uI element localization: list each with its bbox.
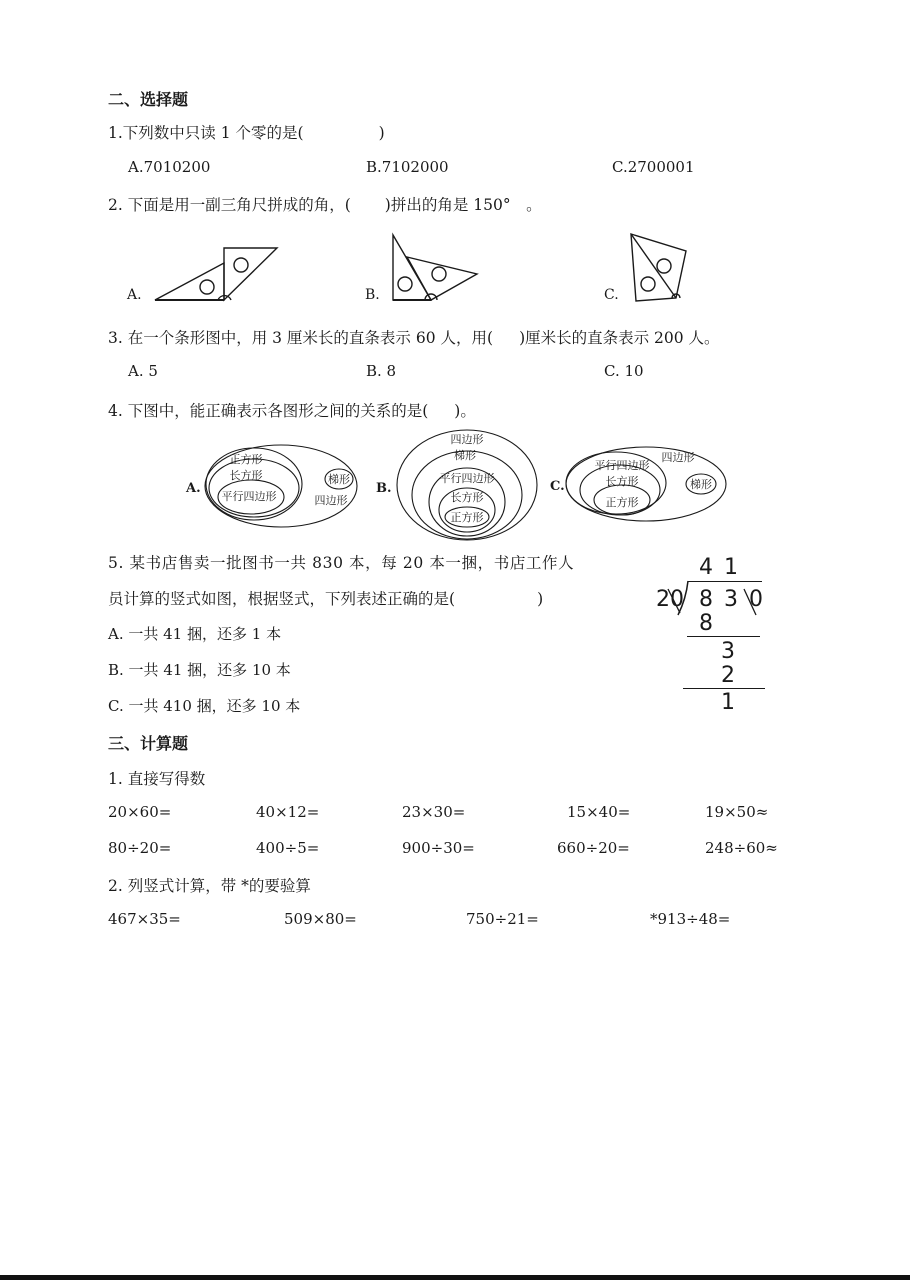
division-remainder: 1 <box>721 690 735 715</box>
calc-item: 20×60= <box>108 803 172 821</box>
calc-item: 19×50≈ <box>705 803 769 821</box>
calc-item: 467×35= <box>108 910 181 928</box>
calc-item: 660÷20= <box>557 839 630 857</box>
triangle-ruler-figures <box>0 0 910 320</box>
venn-diagrams <box>0 420 910 550</box>
calc-item: 248÷60≈ <box>705 839 778 857</box>
venn-b-label: B. <box>376 481 392 496</box>
venn-b-parallelogram: 平行四边形 <box>439 472 495 485</box>
venn-option-b <box>376 430 537 540</box>
venn-c-label: C. <box>550 479 565 494</box>
division-divisor: 20 <box>656 587 684 612</box>
calc-item: 900÷30= <box>402 839 475 857</box>
venn-b-square: 正方形 <box>450 511 484 524</box>
calc-item: 80÷20= <box>108 839 172 857</box>
division-quotient: 4 1 <box>699 555 740 580</box>
calc-part-1-title: 1. 直接写得数 <box>108 770 206 788</box>
q5-option-b: B. 一共 41 捆，还多 10 本 <box>108 661 291 679</box>
division-step3: 2 <box>721 663 735 688</box>
venn-c-parallelogram: 平行四边形 <box>594 459 650 472</box>
question-5-stem: 员计算的竖式如图，根据竖式，下列表述正确的是( <box>108 590 456 608</box>
calc-item: 400÷5= <box>256 839 320 857</box>
calc-item: 23×30= <box>402 803 466 821</box>
q2-option-b-label: B. <box>365 287 380 303</box>
q1-option-a: A.7010200 <box>128 158 211 176</box>
q2-option-a-label: A. <box>127 287 142 303</box>
question-3-tail: )厘米长的直条表示 200 人。 <box>519 329 720 347</box>
venn-c-trapezoid: 梯形 <box>690 478 712 491</box>
calc-item: *913÷48= <box>650 910 731 928</box>
calc-item: 40×12= <box>256 803 320 821</box>
venn-option-a <box>185 445 357 527</box>
triangle-figure-b <box>393 235 477 300</box>
q1-option-b: B.7102000 <box>366 158 449 176</box>
venn-option-c <box>550 447 726 521</box>
division-dividend: 8 3 0 <box>699 587 765 612</box>
q2-option-c-label: C. <box>604 287 619 303</box>
venn-c-square: 正方形 <box>605 496 639 509</box>
question-4-stem: 4. 下图中，能正确表示各图形之间的关系的是( <box>108 402 429 420</box>
venn-c-rectangle: 长方形 <box>605 475 639 488</box>
section-title-choice: 二、选择题 <box>108 90 189 109</box>
question-3-text <box>108 326 720 348</box>
venn-a-label: A. <box>186 481 201 496</box>
section-title-calculation: 三、计算题 <box>108 734 189 753</box>
q3-option-a: A. 5 <box>128 362 158 380</box>
calc-item: 15×40= <box>567 803 631 821</box>
venn-a-quadrilateral: 四边形 <box>314 494 348 507</box>
q1-option-c: C.2700001 <box>612 158 695 176</box>
question-1-stem: 1.下列数中只读 1 个零的是( <box>108 124 304 142</box>
q3-option-c: C. 10 <box>604 362 644 380</box>
question-2-stem: 2. 下面是用一副三角尺拼成的角，( <box>108 196 351 214</box>
paren-close: ) <box>537 590 544 608</box>
triangle-figure-a <box>155 248 277 300</box>
calc-item: 750÷21= <box>466 910 539 928</box>
question-4-text <box>108 399 476 421</box>
q5-option-a: A. 一共 41 捆，还多 1 本 <box>108 625 282 643</box>
venn-b-trapezoid: 梯形 <box>454 449 476 462</box>
triangle-figure-c <box>631 234 686 301</box>
question-2-tail: )拼出的角是 150° 。 <box>384 196 542 214</box>
division-step2: 3 <box>721 639 735 664</box>
division-line-1 <box>687 636 760 637</box>
venn-a-rectangle: 长方形 <box>229 469 263 482</box>
paren-close: ) <box>378 124 385 142</box>
venn-a-trapezoid: 梯形 <box>328 473 350 486</box>
venn-c-quadrilateral: 四边形 <box>661 451 695 464</box>
venn-a-square: 正方形 <box>229 453 263 466</box>
question-5-line2 <box>108 587 543 609</box>
calc-part-2-title: 2. 列竖式计算，带 *的要验算 <box>108 877 311 895</box>
venn-a-parallelogram: 平行四边形 <box>221 490 277 503</box>
venn-b-rectangle: 长方形 <box>450 491 484 504</box>
long-division-figure <box>640 545 780 720</box>
question-3-stem: 3. 在一个条形图中，用 3 厘米长的直条表示 60 人，用( <box>108 329 494 347</box>
q3-option-b: B. 8 <box>366 362 397 380</box>
page-bottom-edge <box>0 1275 910 1280</box>
question-5-line1: 5. 某书店售卖一批图书一共 830 本，每 20 本一捆，书店工作人 <box>108 554 575 572</box>
venn-b-quadrilateral: 四边形 <box>450 433 484 446</box>
calc-item: 509×80= <box>284 910 357 928</box>
question-4-tail: )。 <box>454 402 476 420</box>
division-line-2 <box>683 688 765 689</box>
division-step1: 8 <box>699 611 713 636</box>
q5-option-c: C. 一共 410 捆，还多 10 本 <box>108 697 301 715</box>
